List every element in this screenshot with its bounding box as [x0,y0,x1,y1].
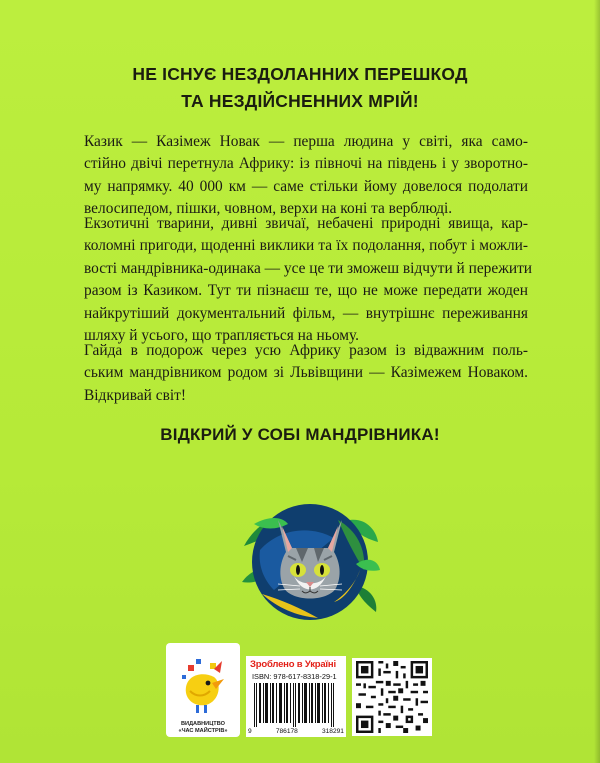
headline-line-2: ТА НЕЗДІЙСНЕННИХ МРІЙ! [181,91,419,111]
bird-logo-icon [166,643,240,721]
publisher-label-line-1: ВИДАВНИЦТВО [181,721,225,727]
text-line: Екзотичні тварини, дивні звичаї, небачені природні явища, кар- [84,215,528,232]
publisher-label-line-2: «ЧАС МАЙСТРІВ» [178,727,228,734]
paragraph-invitation [84,340,528,407]
cat-illustration [238,490,380,630]
publisher-logo-box [166,643,240,737]
headline-line-1: НЕ ІСНУЄ НЕЗДОЛАННИХ ПЕРЕШКОД [132,64,468,84]
text-line: разом із Казиком. Тут ти пізнаєш те, що не може передати жоден [84,282,528,300]
paragraph-intro [84,131,528,221]
text-line: велосипедом, пішки, човном, верхи на коні та верблюді. [84,200,453,218]
call-to-action: ВІДКРИЙ У СОБІ МАНДРІВНИКА! [160,425,440,444]
text-line: Відкривай світ! [84,386,186,404]
made-in-ukraine-label: Зроблено в Україні [250,659,336,670]
cover-edge-shadow [594,0,600,763]
qr-code-icon [356,661,428,733]
isbn-number: ISBN: 978-617-8318-29-1 [252,672,337,681]
text-line: шляху й усього, що трапляється на ньому. [84,327,359,345]
barcode-digit-group-2: 318291 [321,728,344,735]
text-line: му напрямку. 40 000 км — саме стільки йому довелося подолати [84,177,528,195]
text-line: вості мандрівника-одинака — усе це ти зможеш відчути й пережити [84,259,533,277]
text-line: Казик — Казімеж Новак — перша людина у світі, яка само- [84,133,528,150]
text-line: найкрутіший документальний фільм, — внутрішнє переживання [84,304,528,322]
isbn-barcode-box [246,656,346,737]
barcode-digit-lead: 9 [248,728,252,735]
text-line: Гайда в подорож через усю Африку разом із відважним поль- [84,342,528,359]
cat-icon [238,490,380,630]
barcode-digit-group-1: 786178 [275,728,298,735]
paragraph-adventures [84,213,533,347]
text-line: ським мандрівником родом зі Львівщини — Казімежем Новаком. [84,364,528,382]
barcode-icon [252,683,344,727]
qr-code-box [352,658,432,736]
barcode-digits [248,728,344,735]
publisher-label [166,721,240,734]
text-line: стійно двічі перетнула Африку: із півночі на південь і у зворотно- [84,155,528,173]
text-line: коломні пригоди, щоденні виклики та їх подолання, побут і можли- [84,237,528,255]
